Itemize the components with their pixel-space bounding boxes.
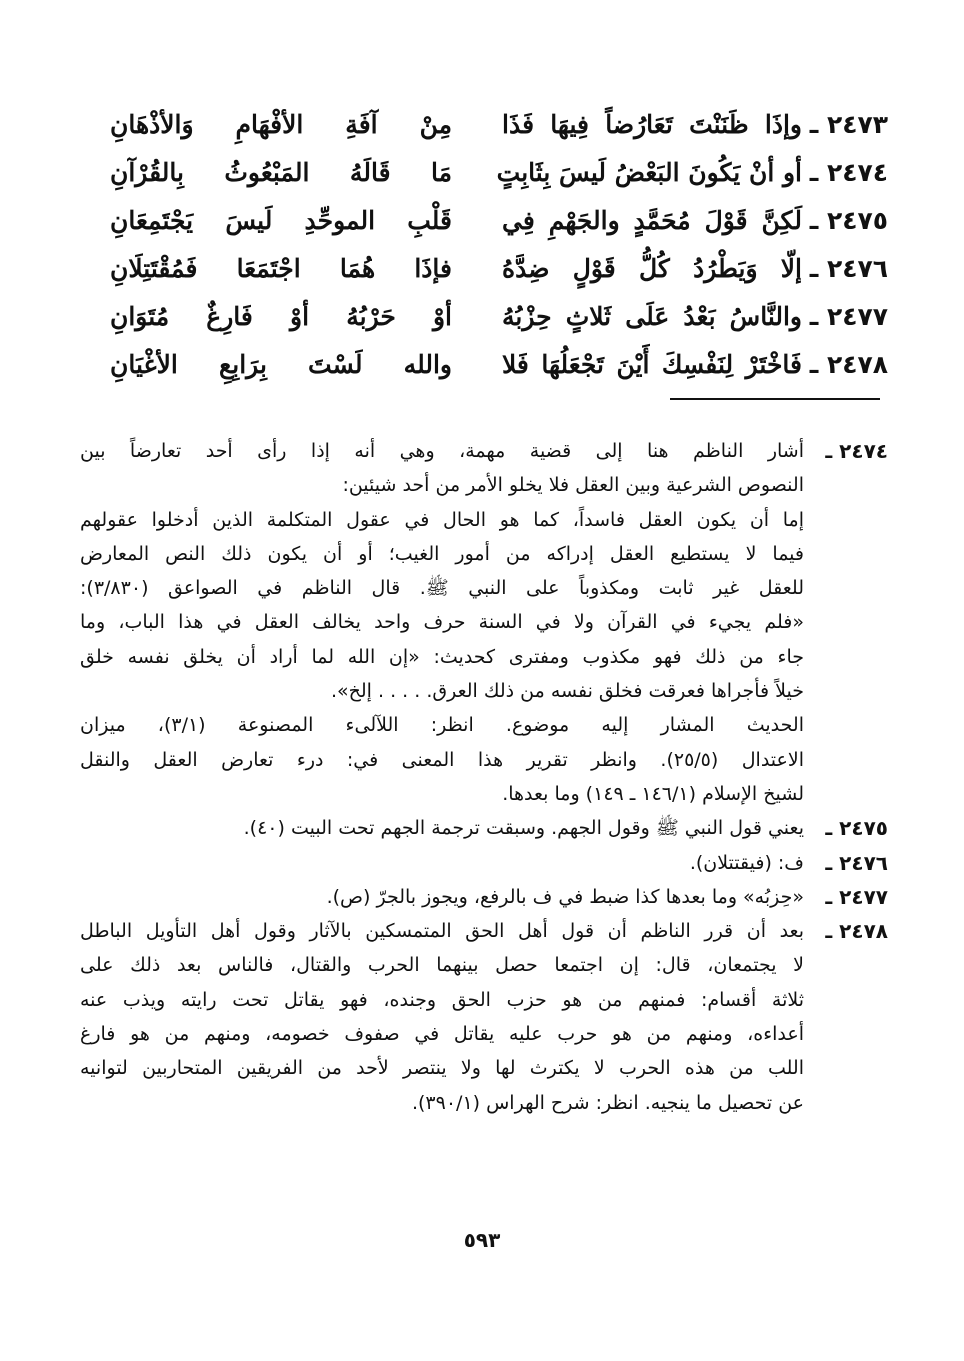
footnote-text-line: للعقل غير ثابت ومكذوباً على النبي ﷺ. قال الناظم في الصواعق (٣/٨٣٠):: [80, 577, 804, 600]
footnote-text-line: بعد أن قرر الناظم أن قول أهل الحق المتمسكين بالآثار وقول أهل التأويل الباطل: [80, 920, 804, 943]
verse-second-hemistich: مَا قَالَهُ المَبْعُوثُ بِالقُرْآنِ: [110, 158, 452, 187]
footnote-body: [80, 846, 804, 880]
footnote-number: ٢٤٧٦ ـ: [825, 850, 888, 875]
verse-first-hemistich: أو أنْ يَكُونَ البَعْضُ لَيسَ بِثَابِتٍ: [496, 158, 802, 187]
verse-first-hemistich: فَاخْتَرْ لِنَفْسِكَ أَيْنَ تَجْعَلُهَا فَلا: [502, 350, 802, 379]
footnote: [80, 914, 888, 1120]
footnote-text-line: أعداءه، ومنهم من هو حرب عليه يقاتل في صفوف خصومه، ومنهم من هو فارغ: [80, 1023, 804, 1046]
footnote-body: [80, 434, 804, 811]
footnote-text-line: النصوص الشرعية وبين العقل فلا يخلو الأمر من أحد شيئين:: [342, 474, 804, 497]
footnote-text-line: يعني قول النبي ﷺ وقول الجهم. وسبقت ترجمة الجهم تحت البيت (٤٠).: [243, 817, 804, 840]
footnote-body: [80, 811, 804, 845]
footnote: [80, 880, 888, 914]
verse-line: [80, 344, 888, 392]
verse-second-hemistich: فإذَا هُمَا اجْتَمَعَا فَمُقْتَتِلَانِ: [110, 254, 452, 283]
footnote-text-line: لا يجتمعان، قال: إن اجتمعا حصل بينهما الحرب والقتال، فالناس بعد ذلك على: [80, 954, 804, 977]
verse-first-hemistich: وإذَا ظَنَنْتَ تَعَارُضاً فِيهَا فَذَا: [502, 110, 802, 139]
verse-first-hemistich: إلّا وَيَطْرُدُ كُلُّ قَوْلٍ ضِدَّهُ: [502, 254, 802, 283]
footnote-text-line: إما أن يكون العقل فاسداً، كما هو الحال في عقول المتكلمة الذين أدخلوا عقولهم: [80, 508, 804, 531]
footnote-number: ٢٤٧٥ ـ: [825, 816, 888, 841]
verse-line: [80, 104, 888, 152]
verse-first-hemistich: والنَّاسُ بَعْدُ عَلَى ثَلاثٍ حِزْبُهُ: [502, 302, 802, 331]
footnote-text-line: فيما لا يستطيع العقل إدراكه من أمور الغيب؛ أو أن يكون ذلك النص المعارض: [80, 542, 804, 565]
footnote-body: [80, 914, 804, 1120]
verse-number: ٢٤٧٦ ـ: [809, 254, 888, 283]
footnote-text-line: الحديث المشار إليه موضوع. انظر: اللآلىء المصنوعة (٣/١)، ميزان: [80, 714, 804, 737]
footnote: [80, 846, 888, 880]
verse-second-hemistich: مِنْ آفَةِ الأفْهَامِ وَالأذْهَانِ: [110, 110, 452, 139]
footnote-text-line: «فلم يجيء في القرآن ولا في السنة حرف واحد يخالف العقل في هذا الباب، وما: [80, 611, 804, 634]
footnote-text-line: ثلاثة أقسام: فمنهم من هو حزب الحق وجنده، فهو يقاتل تحت رايته ويذب عنه: [80, 988, 804, 1011]
page-number: ٥٩٣: [463, 1228, 501, 1252]
verse-line: [80, 152, 888, 200]
footnote-number: ٢٤٧٤ ـ: [825, 439, 888, 463]
verse-second-hemistich: أوْ حَرْبُهُ أوْ فَارِغٌ مُتَوَانِ: [110, 302, 452, 331]
footnote-text-line: الاعتدال (٢٥/٥). وانظر تقرير هذا المعنى في: درء تعارض العقل والنقل: [80, 748, 804, 771]
footnote-text-line: أشار الناظم هنا إلى قضية مهمة، وهي أنه إذا رأى أحد تعارضاً بين: [80, 440, 804, 462]
verse-line: [80, 296, 888, 344]
footnote-separator: [670, 398, 880, 400]
footnote-text-line: اللب من هذه الحرب لا يكترث لها ولا ينتصر لأحد من الفريقين المتحاربين لتوانيه: [80, 1057, 804, 1080]
verse-number: ٢٤٧٨ ـ: [809, 350, 888, 379]
footnote: [80, 811, 888, 845]
footnote-number: ٢٤٧٨ ـ: [825, 919, 888, 944]
verse-first-hemistich: لَكِنَّ قَوْلَ مُحَمَّدٍ والجَهْمِ فِي: [502, 206, 802, 235]
verse-line: [80, 200, 888, 248]
verse-number: ٢٤٧٧ ـ: [809, 302, 888, 331]
footnotes: [80, 434, 888, 1120]
verse-second-hemistich: والله لَسْتَ بِرَابِعِ الأغْيَانِ: [110, 350, 452, 379]
verse-number: ٢٤٧٣ ـ: [809, 110, 888, 139]
poem-verses: [80, 104, 888, 392]
verse-second-hemistich: قَلْبِ الموحِّدِ لَيسَ يَجْتَمِعَانِ: [110, 206, 452, 235]
footnote-text-line: جاء من ذلك فهو مكذوب ومفترى كحديث: «إن الله لما أراد أن يخلق نفسه خلق: [80, 645, 804, 668]
footnote-text-line: ف: (فيقتتلان).: [689, 851, 804, 874]
footnote-text-line: عن تحصيل ما ينجيه. انظر: شرح الهراس (٣٩٠/١).: [411, 1091, 804, 1114]
verse-line: [80, 248, 888, 296]
footnote: [80, 434, 888, 811]
verse-number: ٢٤٧٤ ـ: [809, 158, 888, 187]
footnote-text-line: خيلاً فأجراها فعرقت فخلق نفسه من ذلك العرق. . . . . إلخ».: [330, 680, 804, 703]
footnote-number: ٢٤٧٧ ـ: [825, 884, 888, 909]
footnote-text-line: «حِزبُه» وما بعدها كذا ضبط في ف بالرفع، ويجوز بالجرّ (ص).: [326, 885, 804, 908]
footnote-body: [80, 880, 804, 914]
footnote-text-line: لشيخ الإسلام (١٤٦/١ ـ ١٤٩) وما بعدها.: [502, 782, 804, 805]
verse-number: ٢٤٧٥ ـ: [809, 206, 888, 235]
